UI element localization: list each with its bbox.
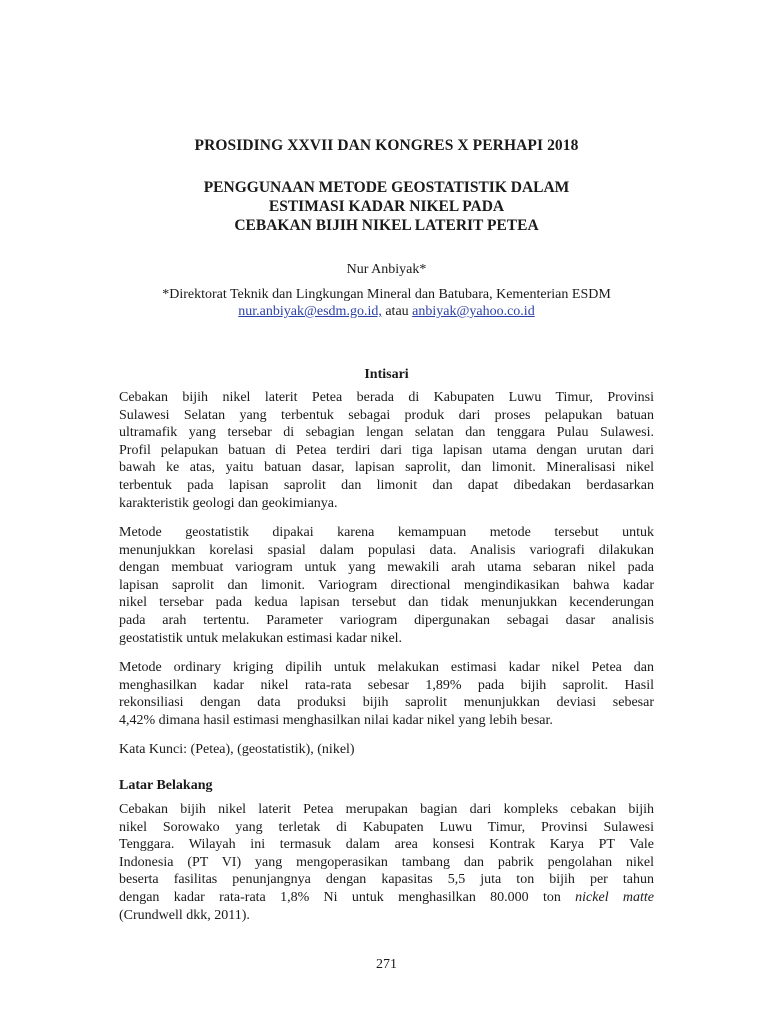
text-line: (Crundwell dkk, 2011).	[119, 907, 250, 923]
text-line	[119, 889, 654, 907]
text-line: nikel tersebar pada kedua lapisan tersebut dan tidak menunjukkan kecenderungan	[119, 595, 654, 611]
text-line: pada arah tertentu. Parameter variogram dipergunakan sebagai dasar analisis	[119, 612, 654, 628]
text-line: nikel Sorowako yang terletak di Kabupaten Luwu Timur, Provinsi Sulawesi	[119, 819, 654, 835]
text-line: Sulawesi Selatan yang terbentuk sebagai produk dari proses pelapukan batuan	[119, 407, 654, 423]
author-name: Nur Anbiyak*	[346, 262, 427, 277]
text-line: dengan membuat variogram untuk yang mewakili arah utama sebaran nikel pada	[119, 560, 654, 576]
text-line: Tenggara. Wilayah ini termasuk dalam area konsesi Kontrak Karya PT Vale	[119, 837, 654, 853]
background-paragraph	[119, 801, 654, 924]
abstract-paragraph-2	[119, 524, 654, 647]
keywords	[119, 741, 654, 759]
email-link-primary[interactable]: nur.anbiyak@esdm.go.id,	[238, 304, 382, 319]
italic-term: nickel matte	[575, 889, 654, 905]
text-line: 4,42% dimana hasil estimasi menghasilkan nilai kadar nikel yang lebih besar.	[119, 712, 553, 728]
text-line: lapisan saprolit dan limonit. Variogram directional mengindikasikan bahwa kadar	[119, 577, 654, 593]
text-line: beserta fasilitas penunjangnya dengan kapasitas 5,5 juta ton bijih per tahun	[119, 872, 654, 888]
proceeding-title: PROSIDING XXVII DAN KONGRES X PERHAPI 2018	[194, 137, 579, 154]
text-line: Metode ordinary kriging dipilih untuk melakukan estimasi kadar nikel Petea dan	[119, 660, 654, 675]
paper-title-line: ESTIMASI KADAR NIKEL PADA	[268, 198, 505, 215]
abstract-paragraph-3	[119, 659, 654, 729]
email-link-secondary[interactable]: anbiyak@yahoo.co.id	[412, 304, 535, 319]
abstract-paragraph-1	[119, 389, 654, 512]
email-connector: atau	[385, 304, 409, 319]
affiliation: *Direktorat Teknik dan Lingkungan Mineral dan Batubara, Kementerian ESDM	[162, 287, 611, 302]
text-line: karakteristik geologi dan geokimianya.	[119, 495, 338, 511]
paper-page	[119, 0, 654, 1024]
page-number: 271	[376, 957, 397, 972]
text-line: ultramafik yang tersebar di sebagian lengan selatan dan tenggara Pulau Sulawesi.	[119, 425, 654, 441]
text-line: terbentuk pada lapisan saprolit dan limonit dan dapat dibedakan berdasarkan	[119, 477, 654, 493]
paper-title	[119, 178, 654, 235]
text-line: menghasilkan kadar nikel rata-rata sebesar 1,89% pada bijih saprolit. Hasil	[119, 677, 654, 693]
text-line: bawah ke atas, yaitu batuan dasar, lapisan saprolit, dan limonit. Mineralisasi nikel	[119, 460, 654, 476]
keywords-text: Kata Kunci: (Petea), (geostatistik), (nikel)	[119, 742, 355, 757]
text-line: Cebakan bijih nikel laterit Petea merupakan bagian dari kompleks cebakan bijih	[119, 802, 654, 817]
text-line: Profil pelapukan batuan di Petea terdiri dari tiga lapisan utama dengan urutan dari	[119, 442, 654, 458]
paper-title-line: PENGGUNAAN METODE GEOSTATISTIK DALAM	[203, 179, 570, 196]
paper-title-line: CEBAKAN BIJIH NIKEL LATERIT PETEA	[234, 217, 539, 234]
text-segment: dengan kadar rata-rata 1,8% Ni untuk menghasilkan 80.000 ton	[119, 889, 561, 905]
text-line: Cebakan bijih nikel laterit Petea berada di Kabupaten Luwu Timur, Provinsi	[119, 390, 654, 405]
text-line: geostatistik untuk melakukan estimasi kadar nikel.	[119, 630, 403, 646]
background-heading: Latar Belakang	[119, 778, 213, 793]
abstract-heading: Intisari	[364, 367, 409, 382]
text-line: Indonesia (PT VI) yang mengoperasikan tambang dan pabrik pengolahan nikel	[119, 854, 654, 870]
text-line: rekonsiliasi dengan data produksi bijih saprolit menunjukkan deviasi sebesar	[119, 695, 654, 711]
text-line: menunjukkan korelasi spasial dalam populasi data. Analisis variografi dilakukan	[119, 542, 654, 558]
email-line	[111, 303, 662, 320]
affiliation-block	[111, 286, 662, 320]
text-line: Metode geostatistik dipakai karena kemampuan metode tersebut untuk	[119, 525, 654, 540]
